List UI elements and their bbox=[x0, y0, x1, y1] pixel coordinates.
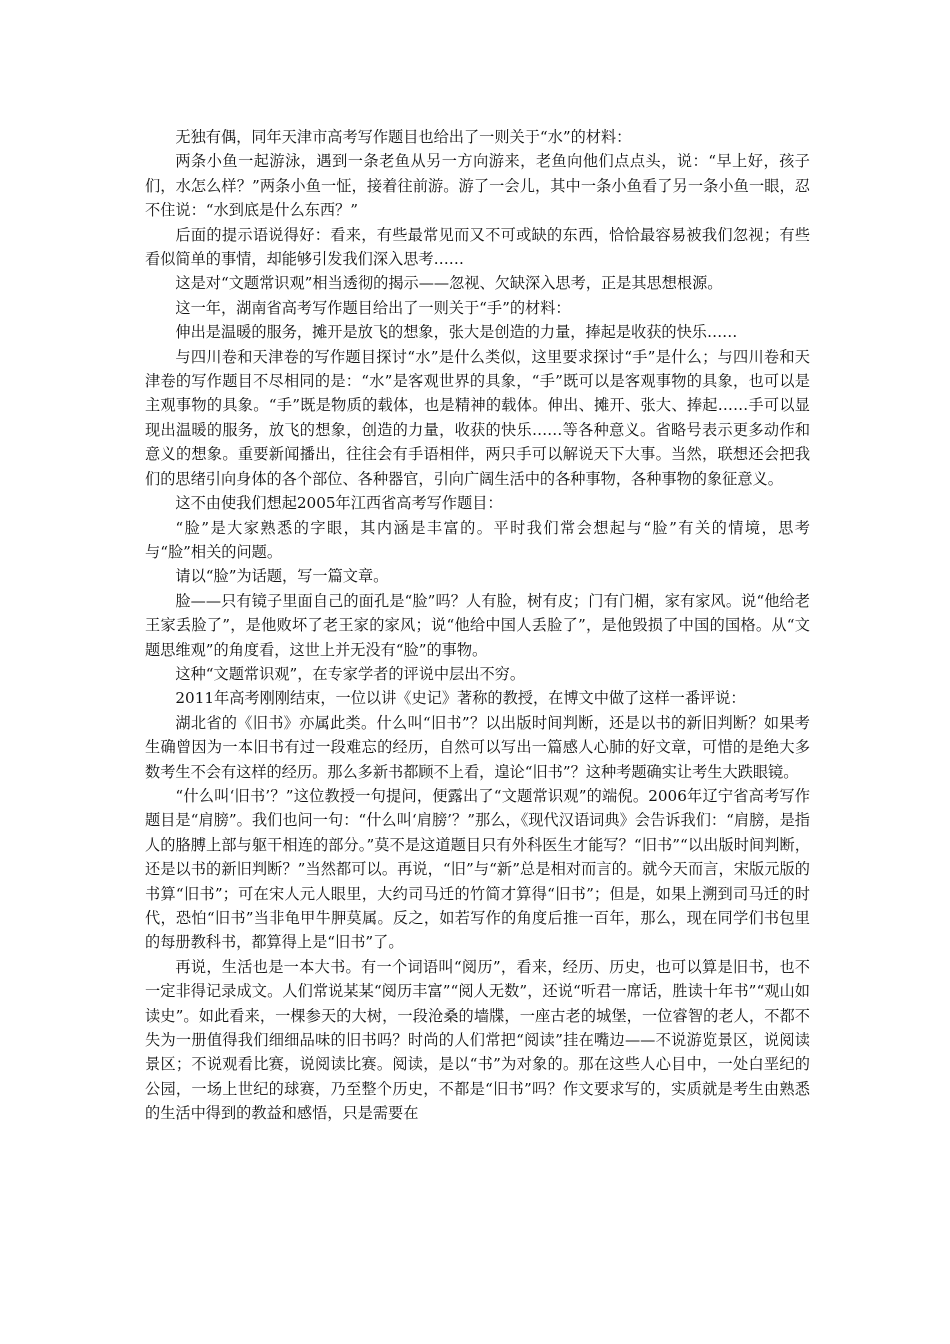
paragraph: 请以“脸”为话题，写一篇文章。 bbox=[175, 567, 389, 586]
paragraph: “什么叫‘旧书’？”这位教授一句提问，便露出了“文题常识观”的端倪。2006年辽宁省高考写作题目是“肩膀”。我们也问一句：“什么叫‘肩膀’？”那么，《现代汉语词典》会告诉我们：“肩膀，是指人的胳膊上部与躯干相连的部分。”莫不是这道题目只有外科医生才能写？“旧书”“以出版时间判断，还是以书的新旧判断？”当然都可以。再说，“旧”与“新”总是相对而言的。就今天而言，宋版元版的书算“旧书”；可在宋人元人眼里，大约司马迁的竹简才算得“旧书”；但是，如果上溯到司马迁的时代，恐怕“旧书”当非龟甲牛胛莫属。反之，如若写作的角度后推一百年，那么，现在同学们书包里的每册教科书，都算得上是“旧书”了。 bbox=[145, 786, 810, 952]
paragraph: 伸出是温暖的服务，摊开是放飞的想象，张大是创造的力量，捧起是收获的快乐…… bbox=[175, 323, 738, 342]
paragraph: 再说，生活也是一本大书。有一个词语叫“阅历”，看来，经历、历史，也可以算是旧书，也不一定非得记录成文。人们常说某某“阅历丰富”“阅人无数”，还说“听君一席话，胜读十年书”“观山如读史”。如此看来，一棵参天的大树，一段沧桑的墙牒，一座古老的城堡，一位睿智的老人，不都不失为一册值得我们细细品味的旧书吗？时尚的人们常把“阅读”挂在嘴边——不说游览景区，说阅读景区；不说观看比赛，说阅读比赛。阅读，是以“书”为对象的。那在这些人心目中，一处白垩纪的公园，一场上世纪的球赛，乃至整个历史，不都是“旧书”吗？作文要求写的，实质就是考生由熟悉的生活中得到的教益和感悟，只是需要在 bbox=[145, 957, 810, 1123]
paragraph: 后面的提示语说得好：看来，有些最常见而又不可或缺的东西，恰恰最容易被我们忽视；有些看似简单的事情，却能够引发我们深入思考…… bbox=[145, 225, 810, 269]
paragraph: 与四川卷和天津卷的写作题目探讨“水”是什么类似，这里要求探讨“手”是什么；与四川卷和天津卷的写作题目不尽相同的是：“水”是客观世界的具象，“手”既可以是客观事物的具象，也可以是主观事物的具象。“手”既是物质的载体，也是精神的载体。伸出、摊开、张大、捧起……手可以显现出温暖的服务，放飞的想象，创造的力量，收获的快乐……等各种意义。省略号表示更多动作和意义的想象。重要新闻播出，往往会有手语相伴，两只手可以解说天下大事。当然，联想还会把我们的思绪引向身体的各个部位、各种器官，引向广阔生活中的各种事物，各种事物的象征意义。 bbox=[145, 347, 810, 488]
paragraph: 湖北省的《旧书》亦属此类。什么叫“旧书”？以出版时间判断，还是以书的新旧判断？如果考生确曾因为一本旧书有过一段难忘的经历，自然可以写出一篇感人心肺的好文章，可惜的是绝大多数考生不会有这样的经历。那么多新书都顾不上看，遑论“旧书”？这种考题确实让考生大跌眼镜。 bbox=[145, 713, 810, 781]
paragraph: “脸”是大家熟悉的字眼，其内涵是丰富的。平时我们常会想起与“脸”有关的情境，思考与“脸”相关的问题。 bbox=[145, 518, 810, 561]
document-page bbox=[145, 125, 810, 1126]
paragraph: 2011年高考刚刚结束，一位以讲《史记》著称的教授，在博文中做了这样一番评说： bbox=[175, 689, 746, 708]
paragraph: 这种“文题常识观”，在专家学者的评说中层出不穷。 bbox=[175, 664, 526, 683]
paragraph: 这是对“文题常识观”相当透彻的揭示——忽视、欠缺深入思考，正是其思想根源。 bbox=[175, 274, 723, 293]
paragraph: 无独有偶，同年天津市高考写作题目也给出了一则关于“水”的材料： bbox=[175, 128, 632, 146]
paragraph: 这一年，湖南省高考写作题目给出了一则关于“手”的材料： bbox=[175, 298, 571, 317]
paragraph: 这不由使我们想起2005年江西省高考写作题目： bbox=[175, 494, 503, 513]
paragraph: 两条小鱼一起游泳，遇到一条老鱼从另一方向游来，老鱼向他们点点头，说：“早上好，孩子们，水怎么样？”两条小鱼一怔，接着往前游。游了一会儿，其中一条小鱼看了另一条小鱼一眼，忍不住说：“水到底是什么东西？” bbox=[145, 152, 810, 220]
paragraph: 脸——只有镜子里面自己的面孔是“脸”吗？人有脸，树有皮；门有门楣，家有家风。说“他给老王家丢脸了”，是他败坏了老王家的家风；说“他给中国人丢脸了”，是他毁损了中国的国格。从“文题思维观”的角度看，这世上并无没有“脸”的事物。 bbox=[145, 591, 810, 659]
